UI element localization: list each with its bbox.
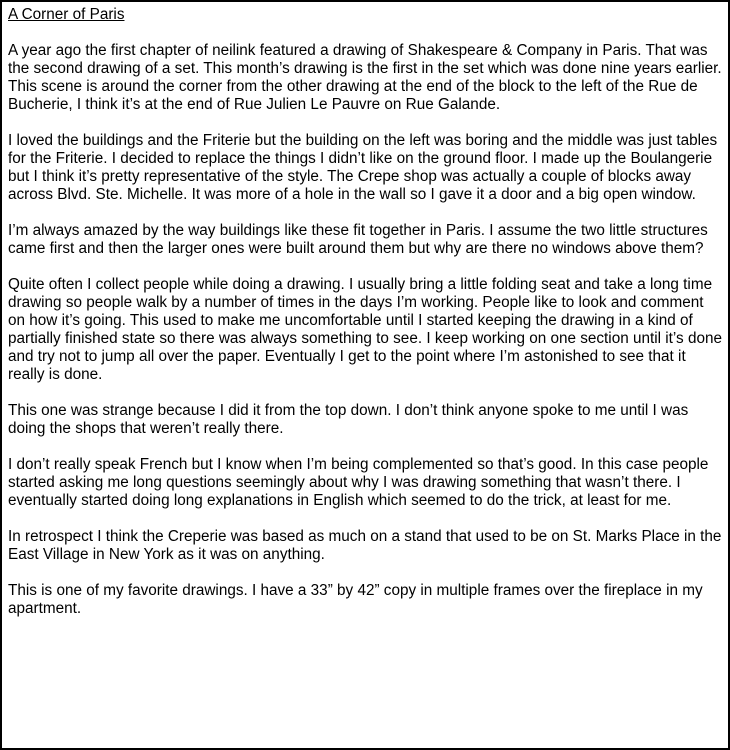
paragraph-4: Quite often I collect people while doing a drawing. I usually bring a little folding seat and take a long time drawing so people walk by a number of times in the days I’m working. People like to look and comment on how it’s going. This used to make me uncomfortable until I started keeping the drawing in a kind of partially finished state so there was always something to see. I keep working on one section until it’s done and try not to jump all over the paper. Eventually I get to the point where I’m astonished to see that it really is done. (8, 276, 722, 383)
paragraph-7: In retrospect I think the Creperie was based as much on a stand that used to be on St. Marks Place in the East Village in New York as it was on anything. (8, 528, 722, 563)
paragraph-1: A year ago the first chapter of neilink featured a drawing of Shakespeare & Company in Paris. That was the second drawing of a set. This month’s drawing is the first in the set which was done nine years earlier. This scene is around the corner from the other drawing at the end of the block to the left of the Rue de Bucherie, I think it’s at the end of Rue Julien Le Pauvre on Rue Galande. (8, 42, 722, 113)
document-title: A Corner of Paris (8, 6, 125, 23)
document-body (8, 6, 722, 618)
paragraph-5: This one was strange because I did it from the top down. I don’t think anyone spoke to me until I was doing the shops that weren’t really there. (8, 402, 689, 437)
paragraph-6: I don’t really speak French but I know when I’m being complemented so that’s good. In this case people started asking me long questions seemingly about why I was drawing something that wasn’t there. I eventually started doing long explanations in English which seemed to do the trick, at least for me. (8, 456, 709, 509)
paragraph-2: I loved the buildings and the Friterie but the building on the left was boring and the middle was just tables for the Friterie. I decided to replace the things I didn’t like on the ground floor. I made up the Boulangerie but I think it’s pretty representative of the style. The Crepe shop was actually a couple of blocks away across Blvd. Ste. Michelle. It was more of a hole in the wall so I gave it a door and a big open window. (8, 132, 718, 203)
paragraph-3: I’m always amazed by the way buildings like these fit together in Paris. I assume the two little structures came first and then the larger ones were built around them but why are there no windows above them? (8, 222, 708, 257)
paragraph-8: This is one of my favorite drawings. I have a 33” by 42” copy in multiple frames over the fireplace in my apartment. (8, 582, 703, 617)
